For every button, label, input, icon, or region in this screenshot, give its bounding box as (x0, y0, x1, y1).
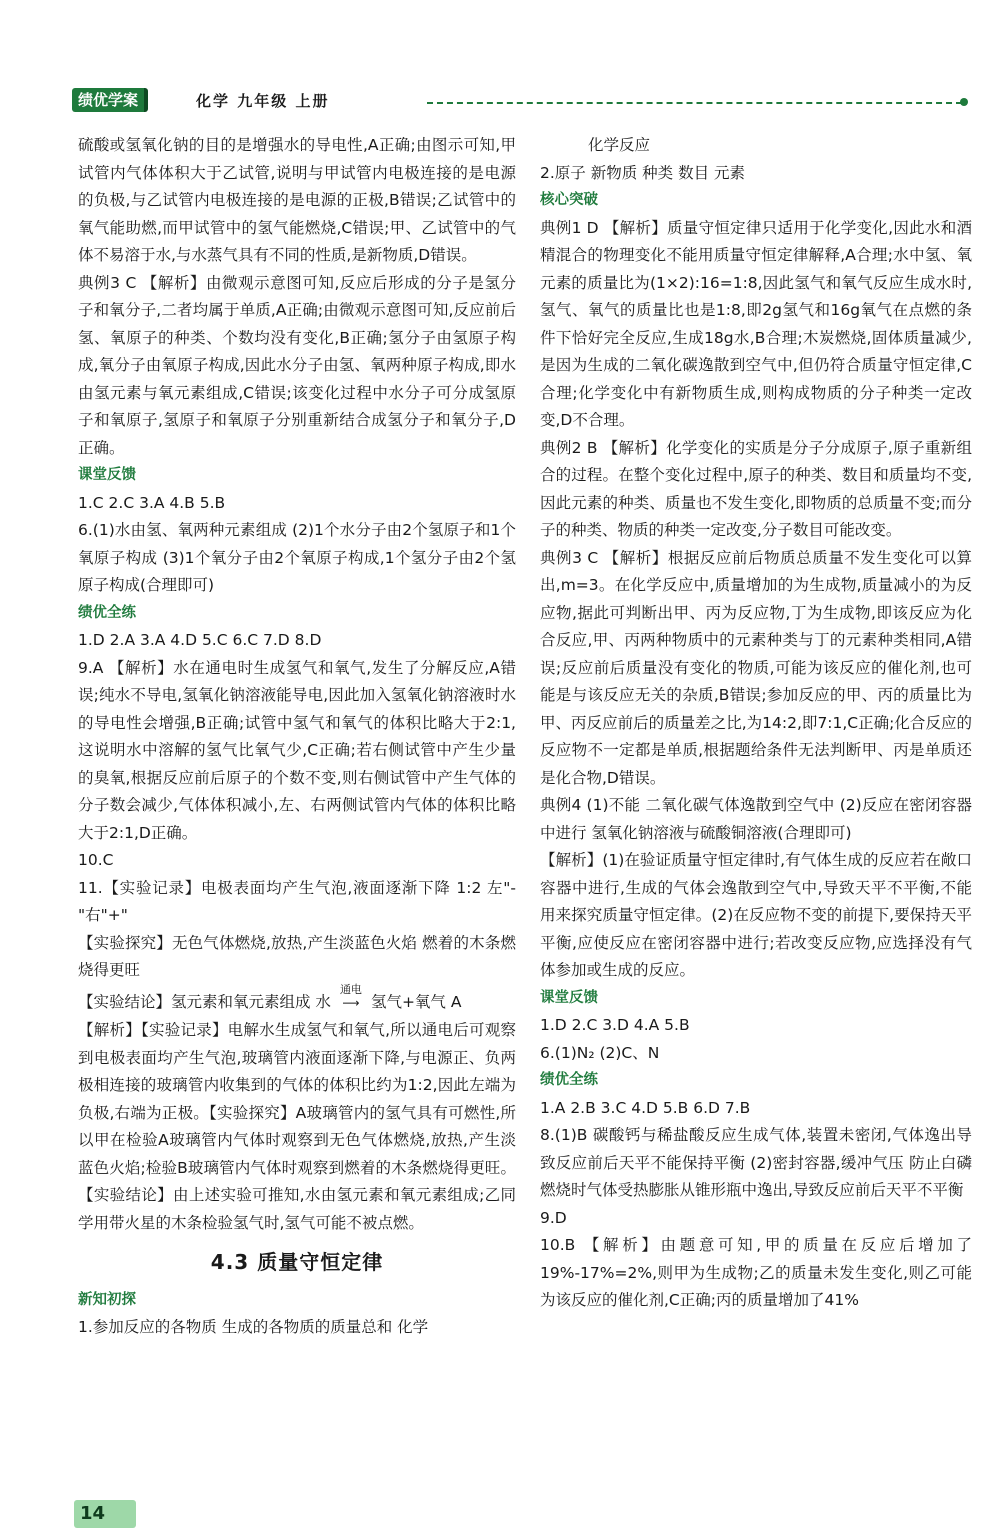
section-heading: 课堂反馈 (540, 989, 598, 1006)
paragraph: 典例1 D 【解析】质量守恒定律只适用于化学变化,因此水和酒精混合的物理变化不能用质量守恒定律解释,A合理;水中氢、氧元素的质量比为(1×2):16=1:8,因此氢气和氧气反应生成水时,氢气、氧气的质量比也是1:8,即2g氢气和16g氧气在点燃的条件下恰好完全反应,生成18g水,B合理;木炭燃烧,固体质量减少,是因为生成的二氧化碳逸散到空气中,但仍符合质量守恒定律,C合理;化学变化中有新物质生成,则构成物质的分子种类一定改变,D不合理。 (540, 218, 972, 429)
reaction-arrow-icon: 通电 ⟶ (331, 990, 371, 1018)
paragraph: 11.【实验记录】电极表面均产生气泡,液面逐渐下降 1:2 左"-"右"+" (78, 878, 516, 924)
section-heading: 绩优全练 (540, 1072, 598, 1088)
section-title: 4.3 质量守恒定律 (210, 1250, 384, 1274)
header-subtitle: 化学 九年级 上册 (196, 92, 330, 110)
paragraph: 典例3 C 【解析】根据反应前后物质总质量不发生变化可以算出,m=3。在化学反应中,质量增加的为生成物,质量减小的为反应物,据此可判断出甲、丙为反应物,丁为生成物,即该反应为化合反应,甲、丙两种物质中的元素种类与丁的元素种类相同,A错误;反应前后质量没有变化的物质,可能为该反应的催化剂,也可能是与该反应无关的杂质,B错误;参加反应的甲、丙的质量比为甲、丙反应前后的质量差之比,为14:2,即7:1,C正确;化合反应的反应物不一定都是单质,根据题给条件无法判断甲、丙是单质还是化合物,D错误。 (540, 548, 972, 787)
paragraph: 典例2 B 【解析】化学变化的实质是分子分成原子,原子重新组合的过程。在整个变化过程中,原子的种类、数目和质量均不变,因此元素的种类、质量也不发生变化,即物质的总质量不变;而分子的种类、物质的种类一定改变,分子数目可能改变。 (540, 438, 972, 539)
paragraph: 8.(1)B 碳酸钙与稀盐酸反应生成气体,装置未密闭,气体逸出导致反应前后天平不能保持平衡 (2)密封容器,缓冲气压 防止白磷燃烧时气体受热膨胀从锥形瓶中逸出,导致反应前后天平不平衡 (540, 1126, 972, 1199)
left-column (78, 132, 516, 1342)
section-heading: 核心突破 (540, 192, 598, 208)
header-divider (427, 102, 962, 104)
paragraph: 硫酸或氢氧化钠的目的是增强水的导电性,A正确;由图示可知,甲试管内气体体积大于乙试管,说明与甲试管内电极连接的是电源的负极,与乙试管内电极连接的是电源的正极,B错误;乙试管中的氧气能助燃,而甲试管中的氢气能燃烧,C错误;甲、乙试管中的气体不易溶于水,与水蒸气具有不同的性质,是新物质,D错误。 (78, 136, 516, 264)
answer-line: 2.原子 新物质 种类 数目 元素 (540, 163, 745, 182)
arrow-condition: 通电 (339, 982, 362, 996)
paragraph: 【解析】(1)在验证质量守恒定律时,有气体生成的反应若在敞口容器中进行,生成的气体会逸散到空气中,导致天平不平衡,不能用来探究质量守恒定律。(2)在反应物不变的前提下,要保持天平平衡,应使反应在密闭容器中进行;若改变反应物,应选择没有气体参加或生成的反应。 (540, 851, 972, 979)
page-header (72, 88, 972, 116)
paragraph: 1.参加反应的各物质 生成的各物质的质量总和 化学 (78, 1318, 429, 1336)
answer-line: 1.C 2.C 3.A 4.B 5.B (78, 493, 226, 512)
paragraph: 6.(1)水由氢、氧两种元素组成 (2)1个水分子由2个氢原子和1个氧原子构成 (3)1个氧分子由2个氧原子构成,1个氢分子由2个氢原子构成(合理即可) (78, 521, 516, 594)
section-heading: 绩优全练 (78, 604, 136, 621)
answer-line: 1.D 2.C 3.D 4.A 5.B (540, 1016, 690, 1034)
paragraph: 9.A 【解析】水在通电时生成氢气和氧气,发生了分解反应,A错误;纯水不导电,氢氧化钠溶液能导电,因此加入氢氧化钠溶液时水的导电性会增强,B正确;试管中氢气和氧气的体积比略大于2:1,这说明水中溶解的氢气比氧气少,C正确;若右侧试管中产生少量的臭氧,根据反应前后原子的个数不变,则右侧试管中产生气体的分子数会减少,气体体积减小,左、右两侧试管内气体的体积比略大于2:1,D正确。 (78, 658, 516, 842)
paragraph: 典例3 C 【解析】由微观示意图可知,反应后形成的分子是氢分子和氧分子,二者均属于单质,A正确;由微观示意图可知,反应前后氢、氧原子的种类、个数均没有变化,B正确;氢分子由氢原子构成,氧分子由氧原子构成,因此水分子由氢、氧两种原子构成,即水由氢元素与氧元素组成,C错误;该变化过程中水分子可分成氢原子和氧原子,氢原子和氧原子分别重新结合成氢分子和氧分子,D正确。 (78, 273, 516, 457)
equation-text: 【实验结论】氢元素和氧元素组成 水 (78, 992, 331, 1011)
answer-line: 10.C (78, 851, 114, 869)
paragraph: 10.B 【解析】由题意可知,甲的质量在反应后增加了19%-17%=2%,则甲为生成物;乙的质量未发生变化,则乙可能为该反应的催化剂,C正确;丙的质量增加了41% (540, 1236, 972, 1309)
paragraph: 典例4 (1)不能 二氧化碳气体逸散到空气中 (2)反应在密闭容器中进行 氢氧化钠溶液与硫酸铜溶液(合理即可) (540, 796, 972, 842)
section-heading: 课堂反馈 (78, 467, 136, 483)
paragraph: 化学反应 (588, 136, 651, 154)
paragraph: 【实验探究】无色气体燃烧,放热,产生淡蓝色火焰 燃着的木条燃烧得更旺 (78, 933, 516, 979)
answer-line: 9.D (540, 1208, 567, 1227)
page-number: 14 (74, 1500, 136, 1528)
equation-line (78, 982, 516, 1018)
answer-line: 6.(1)N₂ (2)C、N (540, 1043, 660, 1062)
right-column (540, 132, 972, 1315)
answer-line: 1.D 2.A 3.A 4.D 5.C 6.C 7.D 8.D (78, 631, 322, 649)
section-heading: 新知初探 (78, 1291, 136, 1308)
brand-logo: 绩优学案 (72, 88, 148, 112)
answer-line: 1.A 2.B 3.C 4.D 5.B 6.D 7.B (540, 1098, 751, 1117)
paragraph: 【解析】【实验记录】电解水生成氢气和氧气,所以通电后可观察到电极表面均产生气泡,玻璃管内液面逐渐下降,与电源正、负两极相连接的玻璃管内收集到的气体的体积比约为1:2,因此左端为负极,右端为正极。【实验探究】A玻璃管内的氢气具有可燃性,所以甲在检验A玻璃管内气体时观察到无色气体燃烧,放热,产生淡蓝色火焰;检验B玻璃管内气体时观察到燃着的木条燃烧得更旺。【实验结论】由上述实验可推知,水由氢元素和氧元素组成;乙同学用带火星的木条检验氢气时,氢气可能不被点燃。 (78, 1021, 516, 1232)
equation-text: 氢气+氧气 A (370, 992, 462, 1011)
header-dot-icon (960, 98, 968, 106)
